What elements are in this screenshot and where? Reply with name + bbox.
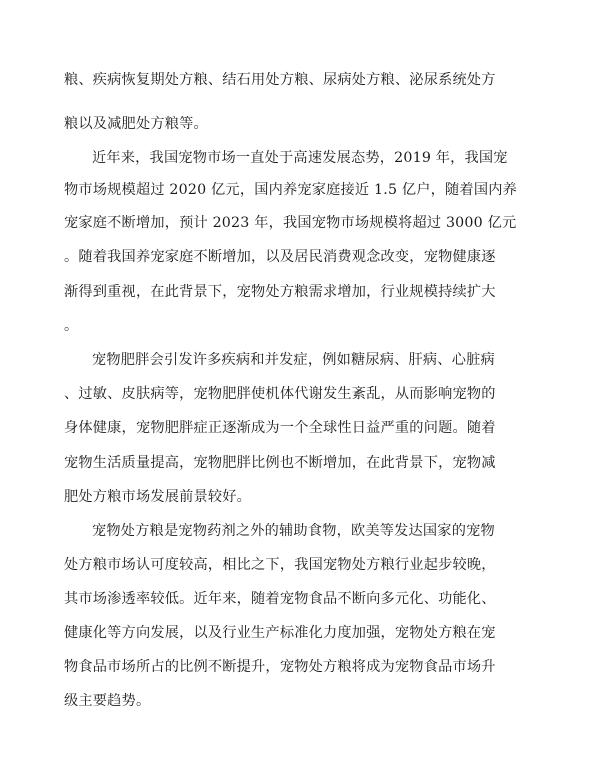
text-line: 。 <box>64 318 79 334</box>
text-line: 物市场规模超过 2020 亿元，国内养宠家庭接近 1.5 亿户，随着国内养 <box>64 182 517 198</box>
text-line: 身体健康，宠物肥胖症正逐渐成为一个全球性日益严重的问题。随着 <box>64 420 496 436</box>
paragraph-first-line: 宠物处方粮是宠物药剂之外的辅助食物，欧美等发达国家的宠物 <box>92 523 495 539</box>
text-line: 健康化等方向发展，以及行业生产标准化力度加强，宠物处方粮在宠 <box>64 625 496 641</box>
text-line: 、过敏、皮肤病等，宠物肥胖使机体代谢发生紊乱，从而影响宠物的 <box>64 386 496 402</box>
text-line: 粮、疾病恢复期处方粮、结石用处方粮、尿病处方粮、泌尿系统处方 <box>64 72 496 88</box>
text-line: 其市场渗透率较低。近年来，随着宠物食品不断向多元化、功能化、 <box>64 591 496 607</box>
paragraph-first-line: 近年来，我国宠物市场一直处于高速发展态势，2019 年，我国宠 <box>92 150 508 166</box>
text-line: 。随着我国养宠家庭不断增加，以及居民消费观念改变，宠物健康逐 <box>64 249 496 265</box>
text-line: 粮以及减肥处方粮等。 <box>64 116 208 132</box>
text-line: 处方粮市场认可度较高，相比之下，我国宠物处方粮行业起步较晚， <box>64 557 496 573</box>
text-line: 物食品市场所占的比例不断提升，宠物处方粮将成为宠物食品市场升 <box>64 659 496 675</box>
text-line: 宠物生活质量提高，宠物肥胖比例也不断增加，在此背景下，宠物减 <box>64 455 496 471</box>
text-line: 渐得到重视，在此背景下，宠物处方粮需求增加，行业规模持续扩大 <box>64 284 496 300</box>
paragraph-first-line: 宠物肥胖会引发许多疾病和并发症，例如糖尿病、肝病、心脏病 <box>92 352 495 368</box>
text-line: 级主要趋势。 <box>64 693 151 709</box>
text-line: 肥处方粮市场发展前景较好。 <box>64 489 252 505</box>
text-line: 宠家庭不断增加，预计 2023 年，我国宠物市场规模将超过 3000 亿元 <box>64 215 517 231</box>
